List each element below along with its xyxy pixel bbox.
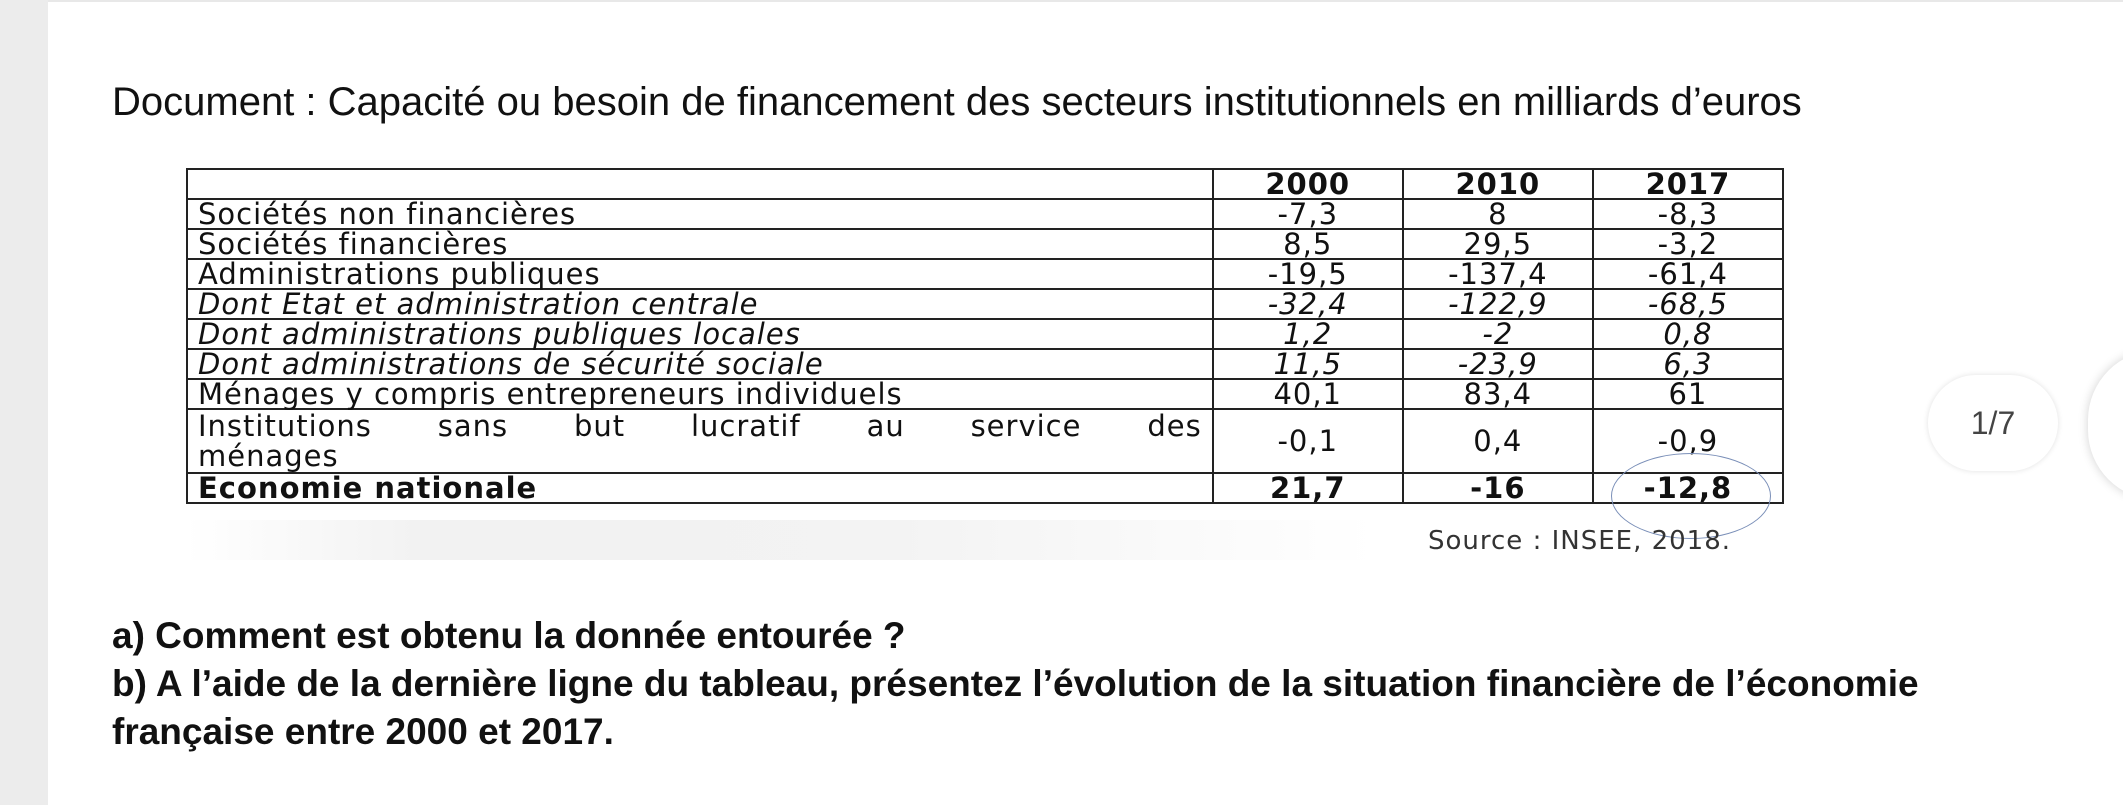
- table-header-2000: 2000: [1213, 169, 1403, 199]
- cell-value: -0,9: [1593, 409, 1783, 473]
- circled-cell-value: -12,8: [1593, 473, 1783, 503]
- table-row: [187, 229, 1783, 259]
- table-row: [187, 379, 1783, 409]
- cell-value: -32,4: [1213, 289, 1403, 319]
- table-row: [187, 199, 1783, 229]
- row-label: Dont Etat et administration centrale: [187, 289, 1213, 319]
- table-header-empty: [187, 169, 1213, 199]
- document-title: Document : Capacité ou besoin de financement des secteurs institutionnels en milliards d’euros: [112, 80, 1802, 124]
- row-label: Dont administrations de sécurité sociale: [187, 349, 1213, 379]
- cell-value: -2: [1403, 319, 1593, 349]
- cell-value: -61,4: [1593, 259, 1783, 289]
- cell-value: 8,5: [1213, 229, 1403, 259]
- cell-value: 83,4: [1403, 379, 1593, 409]
- cell-value: 29,5: [1403, 229, 1593, 259]
- row-label: Ménages y compris entrepreneurs individuels: [187, 379, 1213, 409]
- cell-value: 61: [1593, 379, 1783, 409]
- question-b: b) A l’aide de la dernière ligne du tableau, présentez l’évolution de la situation financière de l’économie française entre 2000 et 2017.: [112, 663, 1919, 752]
- row-label-line2: ménages: [198, 439, 339, 473]
- cell-value: -8,3: [1593, 199, 1783, 229]
- cell-value: -122,9: [1403, 289, 1593, 319]
- cell-value: -68,5: [1593, 289, 1783, 319]
- cell-value: -19,5: [1213, 259, 1403, 289]
- table-source: Source : INSEE, 2018.: [1428, 526, 1732, 556]
- row-label: Administrations publiques: [187, 259, 1213, 289]
- cell-value: 21,7: [1213, 473, 1403, 503]
- question-a: a) Comment est obtenu la donnée entourée ?: [112, 615, 906, 656]
- questions-block: [112, 612, 1992, 756]
- row-label: Dont administrations publiques locales: [187, 319, 1213, 349]
- table-row: [187, 409, 1783, 473]
- row-label: Sociétés financières: [187, 229, 1213, 259]
- table-row: [187, 319, 1783, 349]
- table-figure: [186, 168, 1806, 568]
- row-label: Sociétés non financières: [187, 199, 1213, 229]
- cell-value: -7,3: [1213, 199, 1403, 229]
- cell-value: -16: [1403, 473, 1593, 503]
- cell-value: 40,1: [1213, 379, 1403, 409]
- scan-smudge: [186, 520, 1376, 560]
- financing-table: [186, 168, 1784, 504]
- table-row: [187, 289, 1783, 319]
- row-label-line1: Institutions sans but lucratif au service des: [198, 409, 1202, 443]
- table-header-2017: 2017: [1593, 169, 1783, 199]
- cell-value: -137,4: [1403, 259, 1593, 289]
- cell-value: -0,1: [1213, 409, 1403, 473]
- page-indicator[interactable]: 1/7: [1928, 375, 2058, 471]
- cell-value: 8: [1403, 199, 1593, 229]
- cell-value: -3,2: [1593, 229, 1783, 259]
- table-row: [187, 349, 1783, 379]
- cell-value: -23,9: [1403, 349, 1593, 379]
- row-label: Economie nationale: [187, 473, 1213, 503]
- row-label: [187, 409, 1213, 473]
- viewer-left-rail: [0, 0, 48, 805]
- table-row: [187, 259, 1783, 289]
- table-header-row: [187, 169, 1783, 199]
- table-header-2010: 2010: [1403, 169, 1593, 199]
- cell-value: 1,2: [1213, 319, 1403, 349]
- cell-value: 0,4: [1403, 409, 1593, 473]
- cell-value: 11,5: [1213, 349, 1403, 379]
- cell-value: 0,8: [1593, 319, 1783, 349]
- cell-value: 6,3: [1593, 349, 1783, 379]
- table-total-row: [187, 473, 1783, 503]
